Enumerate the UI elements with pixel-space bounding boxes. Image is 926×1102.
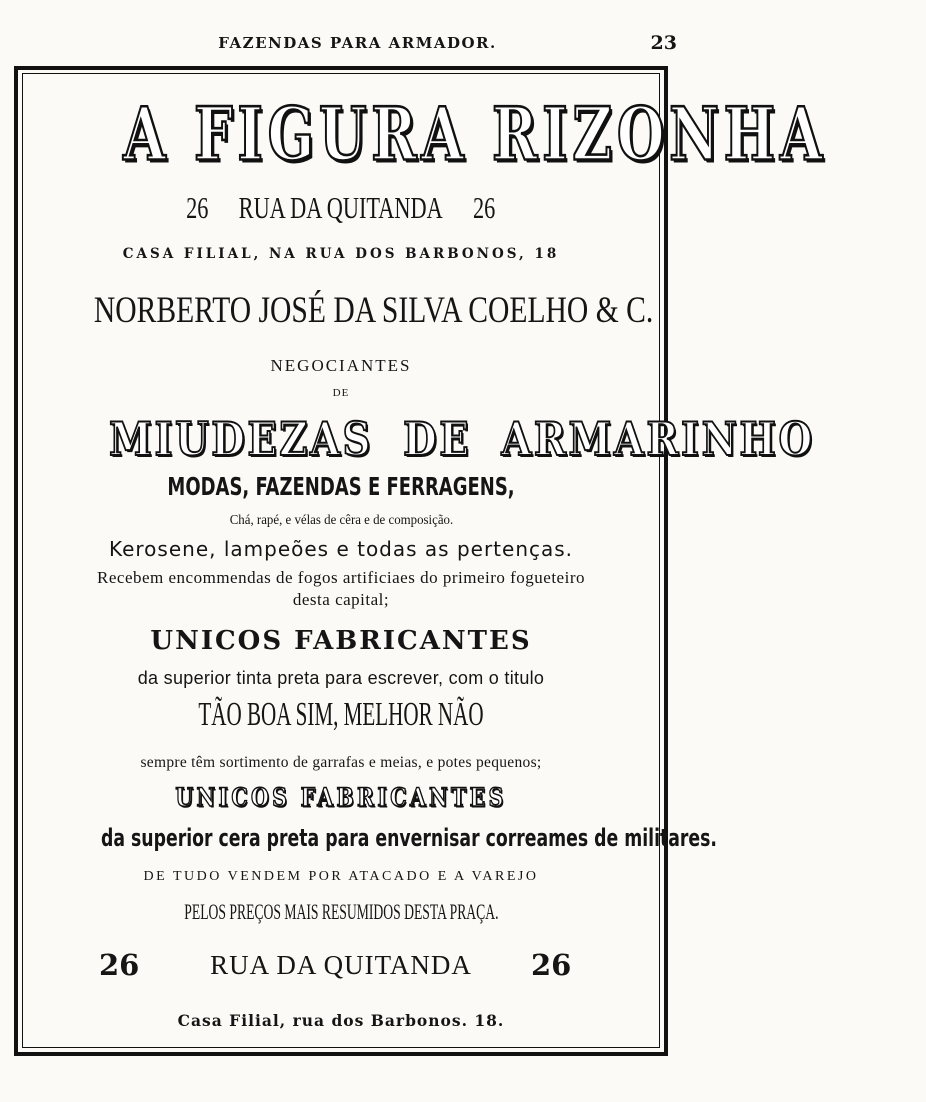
- page-number: 23: [650, 32, 677, 54]
- shop-name-text: A FIGURA RIZONHA: [123, 90, 827, 178]
- makers-heading-2-text: UNICOS FABRICANTES: [175, 783, 507, 812]
- address-line: [24, 190, 658, 226]
- de-label: DE: [332, 387, 350, 399]
- trade-line-text: MODAS, FAZENDAS E FERRAGENS,: [167, 472, 515, 501]
- address-street: RUA DA QUITANDA: [238, 190, 444, 225]
- slogan: [24, 696, 658, 734]
- footer-number-left: 26: [99, 948, 140, 982]
- tea-line-text: Chá, rapé, e vélas de cêra e de composição.: [229, 513, 453, 528]
- goods-title-word-2: DE: [403, 412, 472, 466]
- shop-name: [24, 90, 827, 178]
- goods-title: [24, 412, 815, 466]
- footer-number-right: 26: [531, 948, 572, 982]
- wax-line-text: da superior cera preta para envernisar correames de militares.: [100, 824, 717, 852]
- tea-line: [24, 513, 658, 529]
- goods-title-word-1: MIUDEZAS: [109, 412, 373, 466]
- advertisement: [24, 76, 827, 1046]
- footer-address: [24, 948, 658, 988]
- branch-line: CASA FILIAL, NA RUA DOS BARBONOS, 18: [122, 246, 560, 262]
- stock-line: sempre têm sortimento de garrafas e meias, e potes pequenos;: [140, 754, 542, 771]
- slogan-text: TÃO BOA SIM, MELHOR NÃO: [198, 696, 484, 733]
- footer-street: RUA DA QUITANDA: [210, 950, 472, 980]
- kerosene-line: Kerosene, lampeões e todas as pertenças.: [108, 537, 574, 561]
- orders-line-1: Recebem encommendas de fogos artificiaes do primeiro fogueteiro: [97, 568, 585, 587]
- orders-line-2: desta capital;: [292, 590, 390, 609]
- traders-label: NEGOCIANTES: [270, 356, 412, 375]
- sell-line: DE TUDO VENDEM POR ATACADO E A VAREJO: [143, 869, 539, 884]
- ink-line: da superior tinta preta para escrever, com o titulo: [137, 668, 545, 688]
- prices-line: [24, 899, 658, 925]
- wax-line: [24, 824, 717, 852]
- running-head: [0, 34, 715, 58]
- company-name-text: NORBERTO JOSÉ DA SILVA COELHO & C.: [93, 290, 654, 331]
- branch-footer: Casa Filial, rua dos Barbonos. 18.: [177, 1011, 505, 1030]
- prices-line-text: PELOS PREÇOS MAIS RESUMIDOS DESTA PRAÇA.: [183, 899, 499, 924]
- address-number-right: 26: [473, 190, 496, 225]
- makers-heading: UNICOS FABRICANTES: [150, 626, 532, 656]
- company-name: [24, 289, 658, 332]
- goods-title-word-3: ARMARINHO: [501, 412, 815, 466]
- running-title: FAZENDAS PARA ARMADOR.: [218, 34, 497, 52]
- address-number-left: 26: [186, 190, 209, 225]
- makers-heading-2: [24, 783, 658, 812]
- trade-line: [24, 472, 658, 501]
